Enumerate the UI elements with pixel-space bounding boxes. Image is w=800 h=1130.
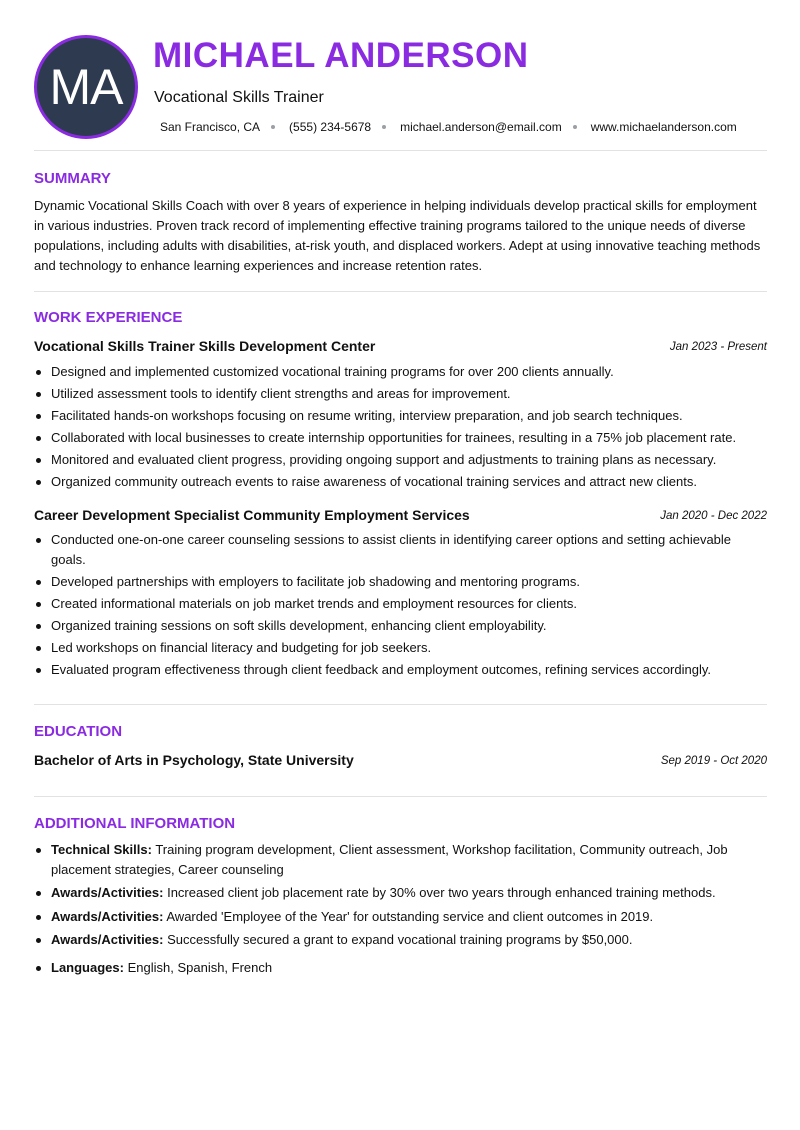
item-label: Awards/Activities:	[51, 885, 164, 900]
summary-heading: SUMMARY	[34, 170, 111, 187]
list-item: Created informational materials on job market trends and employment resources for clients.	[34, 594, 767, 614]
list-item: Developed partnerships with employers to facilitate job shadowing and mentoring programs.	[34, 572, 767, 592]
contact-email[interactable]: michael.anderson@email.com	[400, 120, 562, 134]
separator-dot	[382, 125, 386, 129]
contact-row	[160, 120, 737, 134]
list-item: Facilitated hands-on workshops focusing on resume writing, interview preparation, and job search techniques.	[34, 406, 767, 426]
job-title: Career Development Specialist Community Employment Services	[34, 507, 470, 523]
item-text: Awarded 'Employee of the Year' for outstanding service and client outcomes in 2019.	[166, 908, 654, 924]
item-text: English, Spanish, French	[127, 959, 273, 975]
list-item: Utilized assessment tools to identify client strengths and areas for improvement.	[34, 384, 767, 404]
separator-dot	[271, 125, 275, 129]
avatar-initials: MA	[49, 59, 123, 115]
item-label: Awards/Activities:	[51, 932, 164, 947]
summary-text: Dynamic Vocational Skills Coach with over 8 years of experience in helping individuals develop practical skills for employment in various industries. Proven track record of implementing effective training programs tailored to the unique needs of diverse populations, including adults with disabilities, at-risk youth, and displaced workers. Adept at using innovative teaching methods and technology to enhance learning experiences and increase retention rates.	[34, 198, 761, 273]
list-item: Designed and implemented customized vocational training programs for over 200 clients annually.	[34, 362, 767, 382]
list-item: Led workshops on financial literacy and budgeting for job seekers.	[34, 638, 767, 658]
section-divider	[34, 150, 767, 151]
item-label: Technical Skills:	[51, 842, 152, 857]
section-divider	[34, 796, 767, 797]
list-item	[34, 883, 767, 903]
additional-list	[34, 840, 767, 981]
candidate-name: MICHAEL ANDERSON	[153, 36, 529, 75]
list-item	[34, 930, 767, 950]
list-item: Conducted one-on-one career counseling sessions to assist clients in identifying career options and setting achievable goals.	[34, 530, 767, 569]
education-heading: EDUCATION	[34, 723, 123, 740]
item-label: Awards/Activities:	[51, 908, 164, 924]
list-item: Monitored and evaluated client progress, providing ongoing support and adjustments to training plans as necessary.	[34, 450, 767, 470]
education-dates: Sep 2019 - Oct 2020	[660, 755, 767, 767]
degree: Bachelor of Arts in Psychology, State University	[34, 752, 354, 768]
contact-phone[interactable]: (555) 234-5678	[289, 120, 372, 134]
list-item: Evaluated program effectiveness through client feedback and employment outcomes, refining services accordingly.	[34, 660, 767, 680]
contact-website[interactable]: www.michaelanderson.com	[590, 120, 737, 134]
job-dates: Jan 2020 - Dec 2022	[660, 510, 767, 522]
separator-dot	[573, 125, 577, 129]
list-item	[34, 907, 767, 927]
candidate-role: Vocational Skills Trainer	[154, 89, 324, 106]
item-text: Training program development, Client assessment, Workshop facilitation, Community outreach, Job placement strategies, Career counseling	[51, 842, 728, 877]
list-item: Organized community outreach events to raise awareness of vocational training services and attract new clients.	[34, 472, 767, 492]
job-bullets	[34, 530, 767, 682]
item-text: Increased client job placement rate by 30% over two years through enhanced training methods.	[167, 885, 716, 900]
list-item	[34, 840, 767, 879]
item-label: Languages:	[51, 959, 124, 975]
list-item: Organized training sessions on soft skills development, enhancing client employability.	[34, 616, 767, 636]
job-dates: Jan 2023 - Present	[669, 341, 767, 353]
work-heading: WORK EXPERIENCE	[34, 309, 183, 326]
list-item: Collaborated with local businesses to create internship opportunities for trainees, resulting in a 75% job placement rate.	[34, 428, 767, 448]
item-text: Successfully secured a grant to expand vocational training programs by $50,000.	[167, 932, 633, 947]
avatar	[34, 35, 138, 139]
job-title: Vocational Skills Trainer Skills Development Center	[34, 338, 376, 354]
job-bullets	[34, 362, 767, 494]
section-divider	[34, 704, 767, 705]
section-divider	[34, 291, 767, 292]
contact-location: San Francisco, CA	[160, 120, 261, 134]
additional-heading: ADDITIONAL INFORMATION	[34, 815, 236, 832]
list-item	[34, 958, 767, 978]
